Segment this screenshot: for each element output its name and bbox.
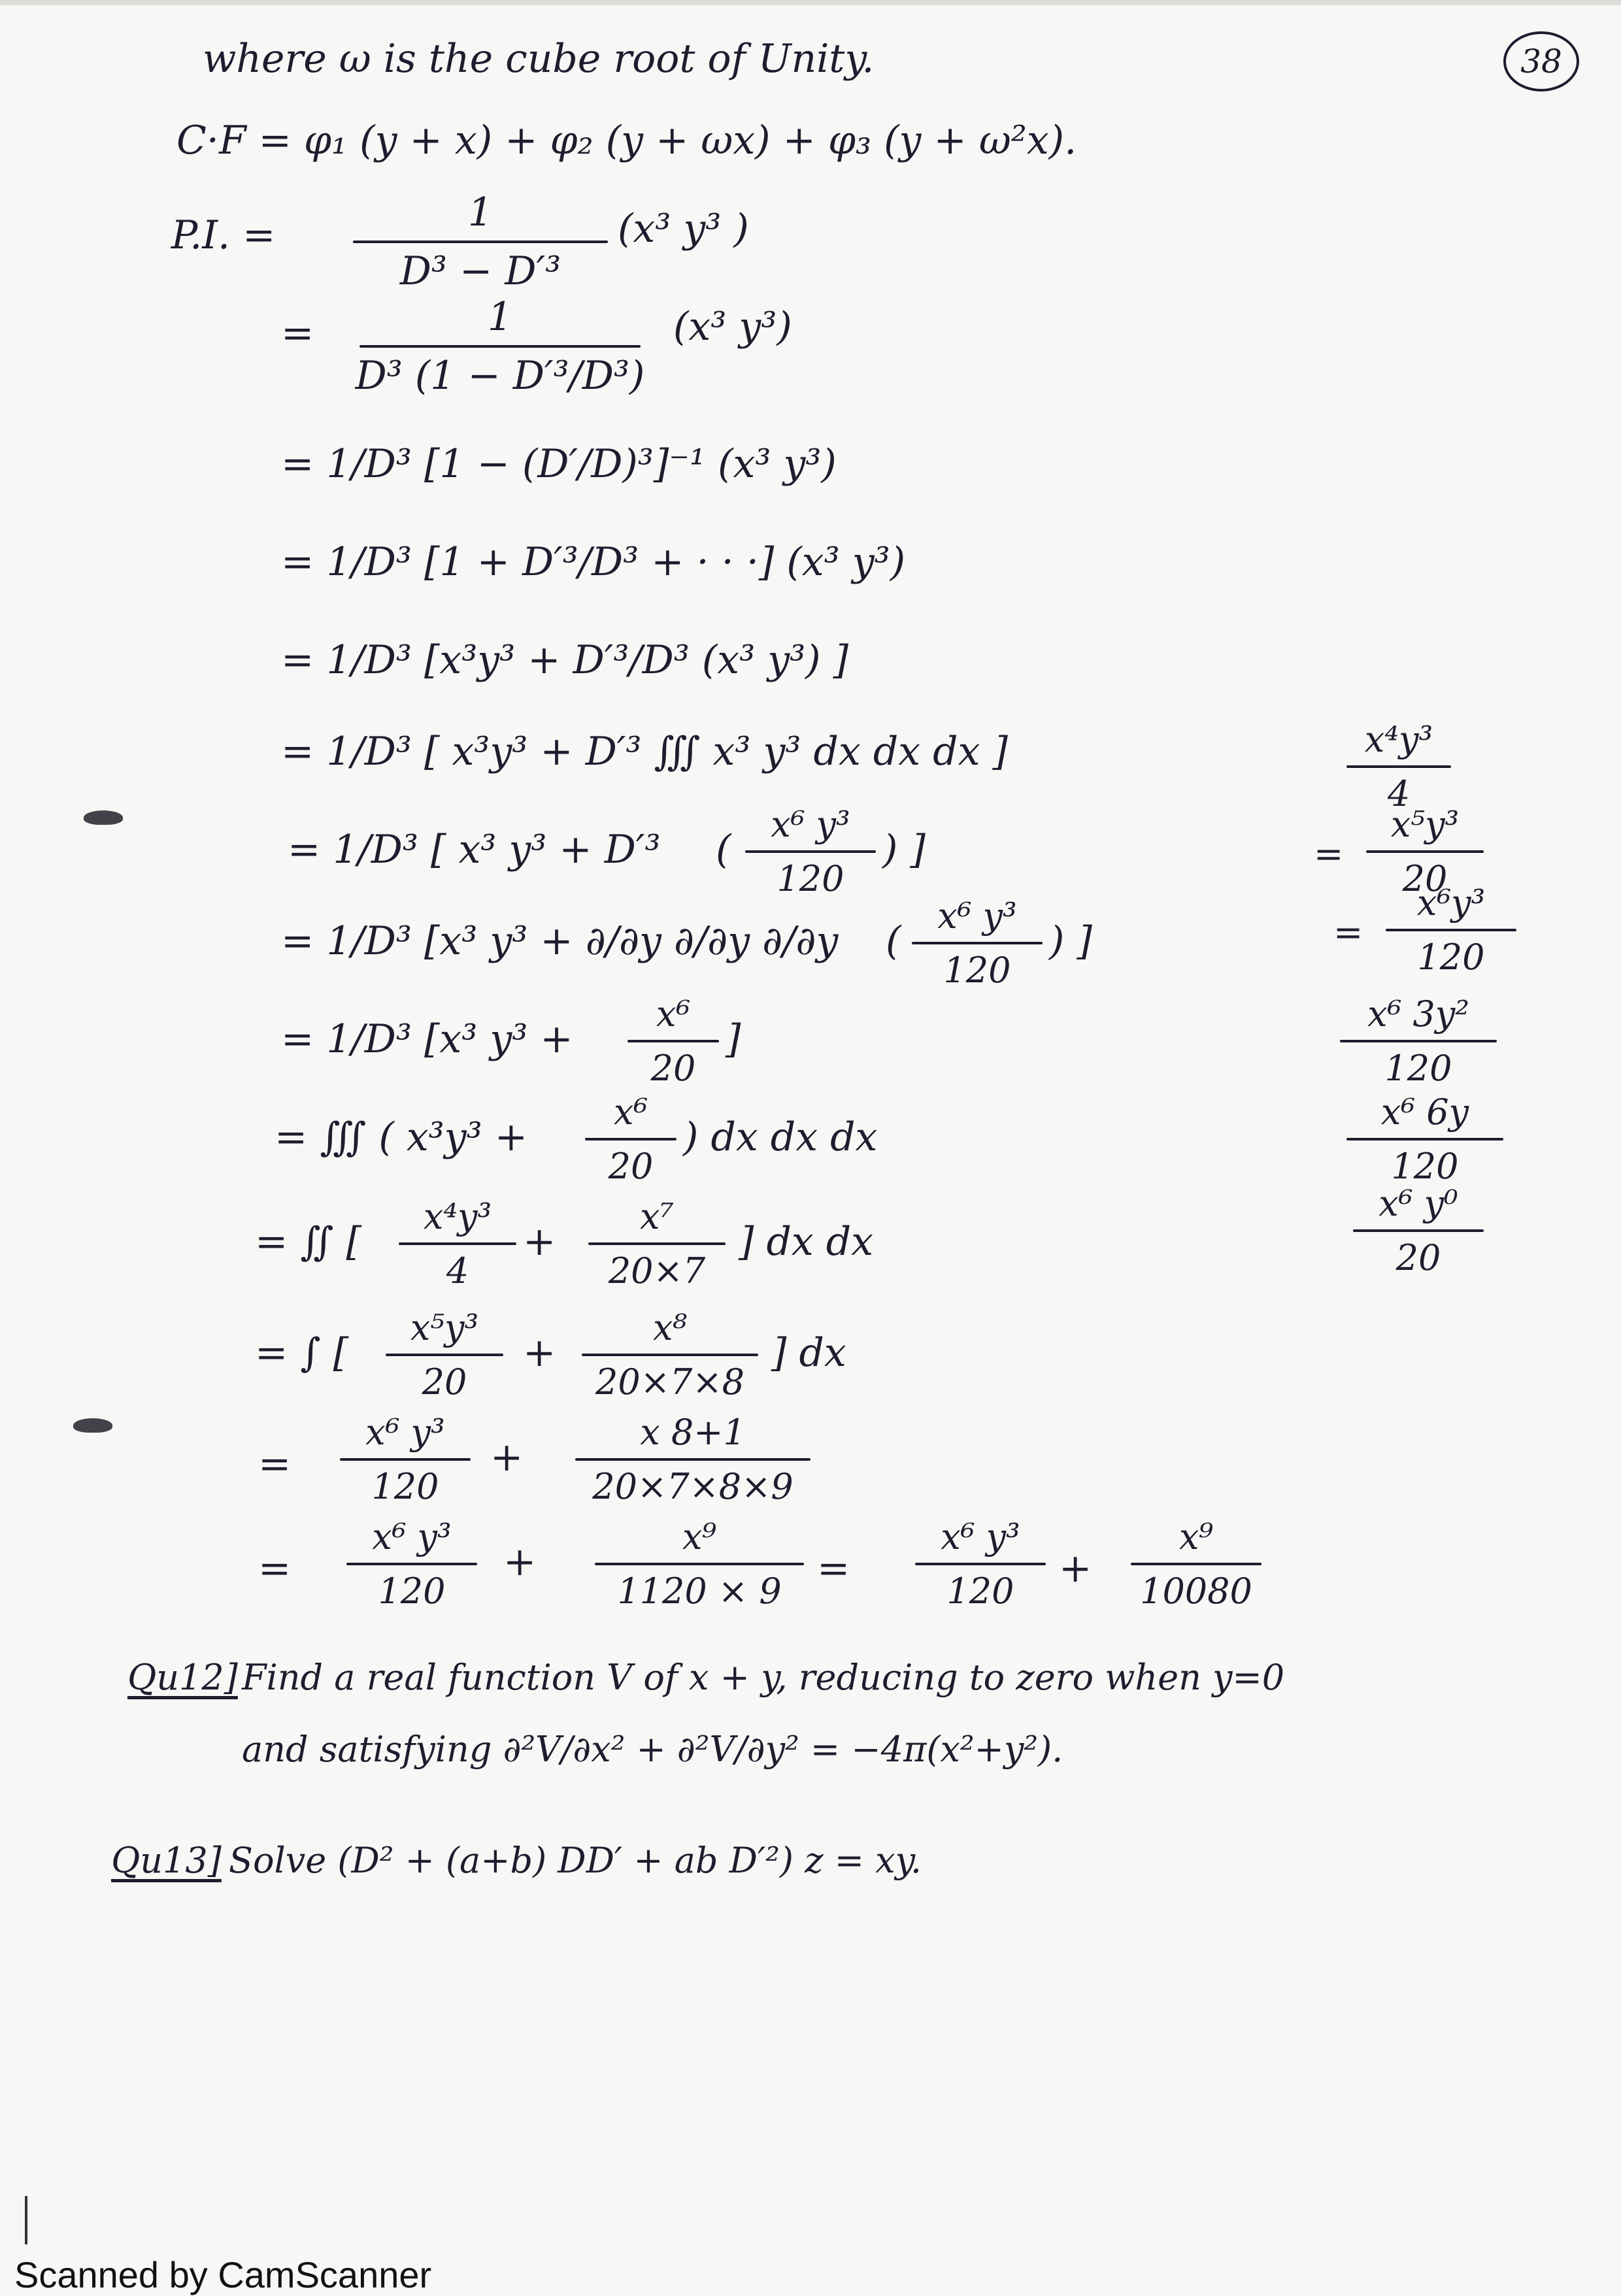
plus-sign: + [503,1539,537,1585]
pi-operand-2: (x³ y³) [673,304,792,350]
fraction-denominator: 120 [1391,1146,1459,1187]
fraction-denominator: 20×7×8 [595,1361,744,1403]
fraction-denominator: 20 [650,1048,696,1089]
cf-line: C·F = φ₁ (y + x) + φ₂ (y + ωx) + φ₃ (y + ω²x). [176,118,1077,163]
expansion-line-6: = 1/D³ [ x³y³ + D′³ ∭ x³ y³ dx dx dx ] [281,729,1008,774]
page-number [1503,31,1579,92]
fraction-l14-c [915,1516,1046,1612]
fraction-denominator: 20×7 [608,1250,706,1291]
fraction-l12-a [386,1307,503,1403]
fraction-l9 [627,993,719,1089]
fraction-denominator: 20×7×8×9 [592,1466,794,1507]
plus-sign: + [523,1330,556,1376]
open-paren: ( [716,827,731,873]
pi-fraction-2 [355,294,645,399]
question-12-line-2: and satisfying ∂²V/∂x² + ∂²V/∂y² = −4π(x²+y²). [242,1729,1063,1770]
footer-mark [25,2196,27,2244]
eq-sign: = [258,1546,292,1591]
integral-line-10-tail: ) dx dx dx [683,1114,878,1160]
pi-operand-1: (x³ y³ ) [618,206,749,252]
scanner-watermark: Scanned by CamScanner [14,2254,432,2295]
fraction-l14-b [595,1516,804,1612]
integral-line-12: = ∫ [ [255,1330,349,1376]
fraction-l11-b [588,1196,726,1291]
side-note-4 [1340,993,1497,1089]
fraction-l14-d [1131,1516,1262,1612]
pi-label: P.I. = [171,212,276,258]
integral-line-12-tail: ] dx [771,1330,846,1376]
fraction-denominator: 120 [943,950,1011,991]
fraction-denominator: 1120 × 9 [617,1571,782,1612]
fraction-l10 [585,1091,677,1187]
expansion-line-7: = 1/D³ [ x³ y³ + D′³ [288,827,661,873]
fraction-denominator: 4 [446,1250,469,1291]
side-note-2-eq: = [1314,833,1344,874]
open-paren: ( [886,918,901,964]
fraction-numerator: x⁶ y³ [941,1516,1020,1557]
side-note-3-eq: = [1333,912,1363,953]
fraction-numerator: x⁶ [656,993,691,1035]
margin-smudge [73,1418,112,1433]
fraction-denominator: 120 [371,1466,439,1507]
integral-line-11: = ∬ [ [255,1219,361,1265]
expansion-line-9: = 1/D³ [x³ y³ + [281,1016,573,1062]
fraction-numerator: x⁹ [1178,1516,1214,1557]
fraction-l7 [745,804,876,899]
scan-edge [0,0,1621,5]
fraction-numerator: x⁵y³ [410,1307,479,1348]
fraction-l8 [912,895,1043,991]
fraction-denominator: 20 [1395,1237,1441,1278]
fraction-denominator: 10080 [1140,1571,1252,1612]
plus-sign: + [523,1219,556,1265]
expansion-line-4: = 1/D³ [1 + D′³/D³ + · · ·] (x³ y³) [281,539,906,585]
fraction-numerator: x⁶ 6y [1380,1091,1469,1133]
fraction-denominator: 4 [1387,773,1411,814]
fraction-numerator: x⁶ 3y² [1367,993,1469,1035]
close-paren-bracket: ) ] [1049,918,1092,964]
integral-line-10: = ∭ ( x³y³ + [275,1114,528,1160]
fraction-numerator: x⁶ y³ [937,895,1017,937]
fraction-l14-a [346,1516,477,1612]
plus-sign: + [1059,1546,1092,1591]
fraction-numerator: x⁶ y³ [771,804,850,845]
fraction-l13-b [575,1412,811,1507]
fraction-numerator: x⁷ [639,1196,675,1237]
fraction-denominator: 20 [422,1361,467,1403]
expansion-line-3: = 1/D³ [1 − (D′/D)³]⁻¹ (x³ y³) [281,441,837,487]
fraction-numerator: x⁶y³ [1416,882,1486,923]
fraction-l13-a [340,1412,471,1507]
expansion-line-5: = 1/D³ [x³y³ + D′³/D³ (x³ y³) ] [281,637,849,683]
fraction-numerator: x⁴y³ [423,1196,492,1237]
question-13-label: Qu13] [111,1840,222,1881]
fraction-denominator: 20 [608,1146,654,1187]
fraction-numerator: x⁴y³ [1364,719,1433,760]
fraction-numerator: x⁹ [682,1516,717,1557]
side-note-6 [1353,1183,1484,1278]
pi-fraction-1 [353,190,608,294]
fraction-numerator: x 8+1 [640,1412,746,1453]
close-bracket: ] [726,1016,741,1062]
fraction-numerator: x⁶ y³ [365,1412,445,1453]
plus-sign: + [490,1435,524,1480]
margin-smudge [84,810,123,825]
fraction-numerator: 1 [467,190,493,235]
fraction-denominator: D³ − D′³ [399,248,561,294]
fraction-denominator: D³ (1 − D′³/D³) [355,353,645,399]
fraction-l12-b [582,1307,758,1403]
side-note-1 [1346,719,1451,814]
fraction-denominator: 120 [946,1571,1014,1612]
page-number-text: 38 [1520,42,1562,80]
fraction-denominator: 120 [378,1571,446,1612]
question-13-text: Solve (D² + (a+b) DD′ + ab D′²) z = xy. [229,1840,922,1881]
side-note-3 [1386,882,1516,978]
side-note-5 [1346,1091,1503,1187]
fraction-numerator: x⁶ y³ [372,1516,452,1557]
fraction-denominator: 120 [777,858,844,899]
fraction-numerator: x⁶ y⁰ [1379,1183,1458,1224]
fraction-numerator: 1 [487,294,513,340]
integral-line-11-tail: ] dx dx [739,1219,874,1265]
question-12-label: Qu12] [127,1657,238,1698]
eq-sign: = [258,1441,292,1487]
expansion-line-8: = 1/D³ [x³ y³ + ∂/∂y ∂/∂y ∂/∂y [281,918,839,964]
intro-line: where ω is the cube root of Unity. [203,36,875,82]
fraction-numerator: x⁶ [613,1091,648,1133]
fraction-denominator: 120 [1384,1048,1452,1089]
fraction-denominator: 120 [1417,937,1485,978]
eq-sign: = [281,310,314,356]
fraction-numerator: x⁸ [652,1307,688,1348]
question-12-line-1: Find a real function V of x + y, reducing to zero when y=0 [242,1657,1285,1698]
close-paren-bracket: ) ] [882,827,926,873]
fraction-l11-a [399,1196,516,1291]
fraction-numerator: x⁵y³ [1390,804,1460,845]
fraction-denominator: 20 [1402,858,1448,899]
eq-sign: = [817,1546,850,1591]
